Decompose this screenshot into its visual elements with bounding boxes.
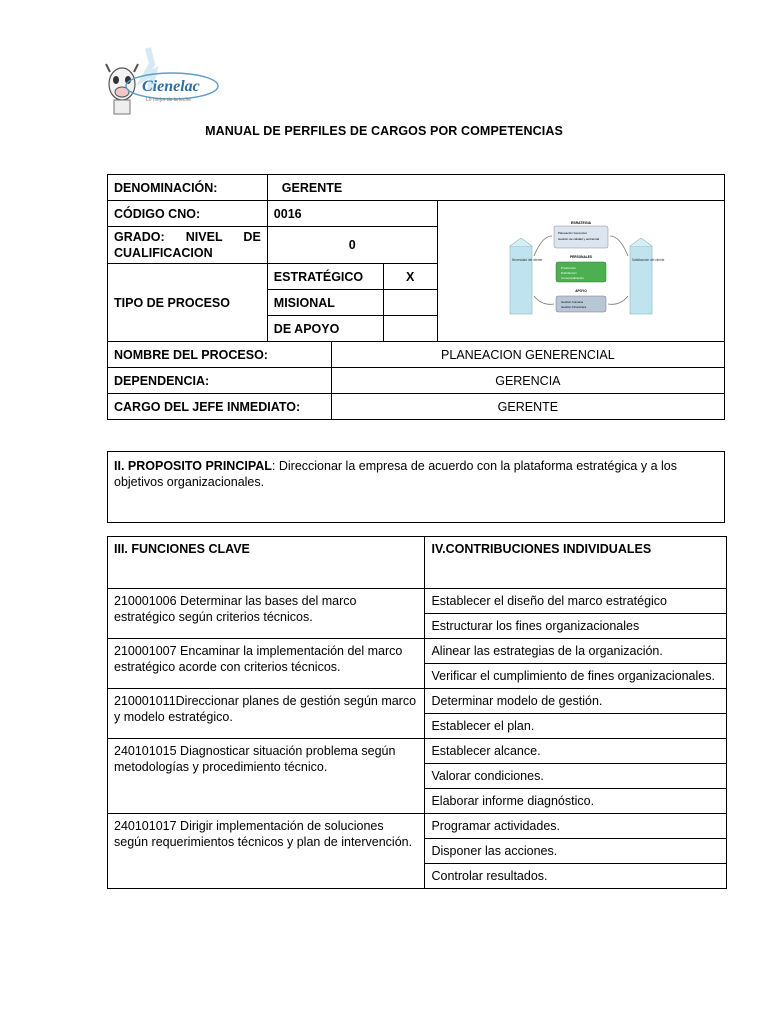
function-cell: 210001006 Determinar las bases del marco estratégico según criterios técnicos.: [108, 589, 425, 639]
tipo-misional-mark: [383, 290, 437, 316]
function-cell: 210001011Direccionar planes de gestión según marco y modelo estratégico.: [108, 689, 425, 739]
top-box-title: ESRATEGIA: [570, 221, 591, 225]
jefe-inmediato-label: CARGO DEL JEFE INMEDIATO:: [108, 394, 332, 420]
nombre-proceso-value: PLANEACION GENERENCIAL: [331, 342, 724, 368]
bottom-item-2: Gestión Financiera: [560, 305, 586, 309]
denominacion-label: DENOMINACIÓN:: [108, 175, 268, 201]
bottom-box-title: APOYO: [575, 289, 587, 293]
right-carton-label: Satisfacción del cliente: [631, 258, 665, 262]
top-item-1: Planeación Gerencial: [557, 231, 587, 235]
dependencia-label: DEPENDENCIA:: [108, 368, 332, 394]
jefe-inmediato-value: GERENTE: [331, 394, 724, 420]
grado-value: 0: [267, 227, 437, 264]
codigo-label: CÓDIGO CNO:: [108, 201, 268, 227]
purpose-cell: [108, 452, 725, 523]
contribution-cell: Verificar el cumplimiento de fines organizacionales.: [425, 664, 727, 689]
tipo-apoyo: DE APOYO: [267, 316, 383, 342]
tipo-proceso-label: TIPO DE PROCESO: [108, 264, 268, 342]
contributions-header: IV.CONTRIBUCIONES INDIVIDUALES: [425, 537, 727, 589]
middle-item-1: Producción: [560, 266, 576, 270]
document-title: MANUAL DE PERFILES DE CARGOS POR COMPETENCIAS: [205, 124, 563, 138]
denominacion-value: GERENTE: [267, 175, 724, 201]
identification-table: [107, 174, 725, 420]
middle-box-title: PERSONALES: [569, 255, 592, 259]
functions-header: III. FUNCIONES CLAVE: [108, 537, 425, 589]
contribution-cell: Programar actividades.: [425, 814, 727, 839]
contribution-cell: Controlar resultados.: [425, 864, 727, 889]
function-cell: 210001007 Encaminar la implementación del marco estratégico acorde con criterios técnicos.: [108, 639, 425, 689]
left-carton-label: Necesidad del cliente: [511, 258, 543, 262]
middle-item-2: Distribución: [560, 271, 577, 275]
cow-logo-icon: [104, 44, 226, 116]
contribution-cell: Determinar modelo de gestión.: [425, 689, 727, 714]
grado-label: GRADO: NIVEL DE CUALIFICACION: [108, 227, 268, 264]
contribution-cell: Establecer el diseño del marco estratégico: [425, 589, 727, 614]
contribution-cell: Valorar condiciones.: [425, 764, 727, 789]
tipo-misional: MISIONAL: [267, 290, 383, 316]
purpose-table: [107, 451, 725, 523]
nombre-proceso-label: NOMBRE DEL PROCESO:: [108, 342, 332, 368]
middle-item-3: Comercialización: [560, 276, 584, 280]
purpose-label: II. PROPOSITO PRINCIPAL: [114, 459, 272, 473]
top-item-2: Gestión de calidad y ambiental: [557, 237, 599, 241]
logo-tagline: Lo mejor de la leche: [146, 97, 192, 103]
function-cell: 240101017 Dirigir implementación de soluciones según requerimientos técnicos y plan de intervención.: [108, 814, 425, 889]
contribution-cell: Establecer el plan.: [425, 714, 727, 739]
contribution-cell: Estructurar los fines organizacionales: [425, 614, 727, 639]
process-map-cell: [437, 201, 724, 342]
contribution-cell: Establecer alcance.: [425, 739, 727, 764]
dependencia-value: GERENCIA: [331, 368, 724, 394]
function-cell: 240101015 Diagnosticar situación problema según metodologías y procedimiento técnico.: [108, 739, 425, 814]
functions-table: [107, 536, 727, 889]
purpose-text: : Direccionar la empresa de acuerdo con la plataforma estratégica y a los objetivos organizacionales.: [114, 459, 677, 489]
tipo-estrategico-mark: X: [383, 264, 437, 290]
bottom-item-1: Gestión humana: [560, 300, 583, 304]
contribution-cell: Elaborar informe diagnóstico.: [425, 789, 727, 814]
tipo-estrategico: ESTRATÉGICO: [267, 264, 383, 290]
company-logo: [104, 44, 226, 116]
tipo-apoyo-mark: [383, 316, 437, 342]
codigo-value: 0016: [267, 201, 437, 227]
process-map-diagram: [506, 216, 665, 326]
contribution-cell: Disponer las acciones.: [425, 839, 727, 864]
logo-brand: Cienelac: [142, 78, 200, 95]
contribution-cell: Alinear las estrategias de la organización.: [425, 639, 727, 664]
